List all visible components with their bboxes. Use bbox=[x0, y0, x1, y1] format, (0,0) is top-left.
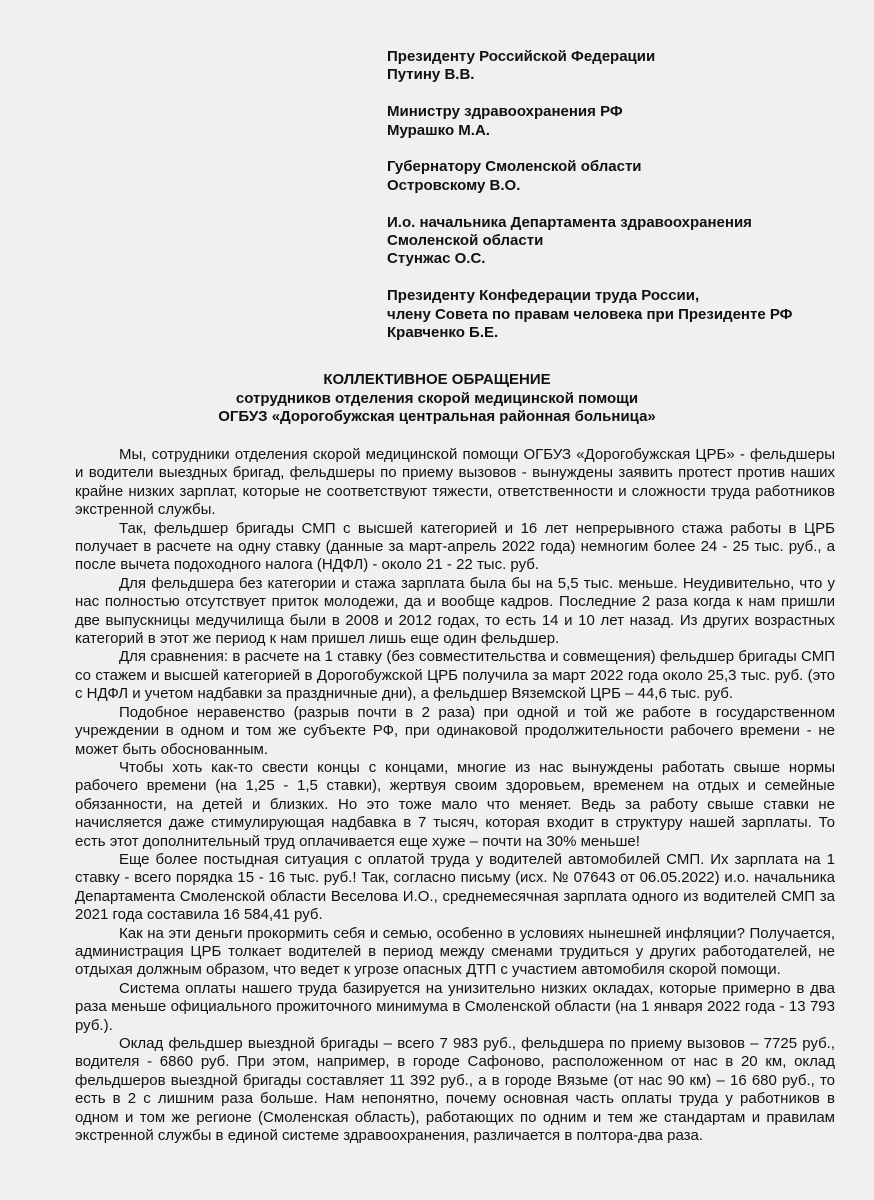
letter-body bbox=[75, 446, 835, 1145]
addressee-line: Министру здравоохранения РФ bbox=[387, 103, 623, 121]
addressee-line: Президенту Конфедерации труда России, bbox=[387, 287, 700, 305]
document-title bbox=[0, 371, 874, 427]
addressee-line: Путину В.В. bbox=[387, 66, 475, 84]
addressee-line: Мурашко М.А. bbox=[387, 121, 490, 139]
body-paragraph: Для сравнения: в расчете на 1 ставку (без совместительства и совмещения) фельдшер бригады СМП со стажем и высшей категорией в Дорогобужской ЦРБ получила за март 2022 года около 25,3 тыс. руб. (это с НДФЛ и учетом надбавки за праздничные дни), а фельдшер Вяземской ЦРБ – 44,6 тыс. руб. bbox=[75, 648, 835, 703]
addressee-line: Стунжас О.С. bbox=[387, 250, 486, 268]
title-subheading: сотрудников отделения скорой медицинской помощи bbox=[235, 389, 639, 407]
addressee-line: Президенту Российской Федерации bbox=[387, 48, 656, 65]
body-paragraph: Мы, сотрудники отделения скорой медицинской помощи ОГБУЗ «Дорогобужская ЦРБ» - фельдшеры и водители выездных бригад, фельдшеры по приему вызовов - вынуждены заявить протест против наших крайне низких зарплат, которые не соответствуют тяжести, ответственности и сложности труда работников экстренной службы. bbox=[75, 446, 835, 519]
body-paragraph: Как на эти деньги прокормить себя и семью, особенно в условиях нынешней инфляции? Получается, администрация ЦРБ толкает водителей в период между сменами трудиться у других работодателей, не отдыхая должным образом, что ведет к угрозе опасных ДТП с участием автомобиля скорой помощи. bbox=[75, 924, 835, 979]
addressee-line: Смоленской области bbox=[387, 232, 544, 250]
addressee-line: Кравченко Б.Е. bbox=[387, 324, 499, 342]
addressee-president bbox=[387, 48, 857, 85]
addressee-line: Губернатору Смоленской области bbox=[387, 158, 642, 176]
addressee-labor-confederation bbox=[387, 287, 857, 342]
body-paragraph: Оклад фельдшер выездной бригады – всего 7 983 руб., фельдшера по приему вызовов – 7725 руб., водителя - 6860 руб. При этом, например, в городе Сафоново, расположенном от нас в 20 км, оклад фельдшеров выездной бригады составляет 11 392 руб., а в городе Вязьме (от нас 90 км) – 16 680 руб., то есть в 2 с лишним раза больше. Нам непонятно, почему основная часть оплаты труда у работников в одном и том же регионе (Смоленская область), работающих по одним и тем же стандартам и правилам экстренной службы в единой системе здравоохранения, различается в полтора-два раза. bbox=[75, 1035, 835, 1145]
addressee-health-minister bbox=[387, 103, 857, 140]
body-paragraph: Подобное неравенство (разрыв почти в 2 раза) при одной и той же работе в государственном учреждении в одном и том же субъекте РФ, при одинаковой продолжительности рабочего времени - не может быть обоснованным. bbox=[75, 703, 835, 758]
body-paragraph: Чтобы хоть как-то свести концы с концами, многие из нас вынуждены работать свыше нормы рабочего времени (на 1,25 - 1,5 ставки), жертвуя своим здоровьем, временем на отдых и семейные обязанности, на детей и близких. Но это тоже мало что меняет. Ведь за работу свыше ставки не начисляется даже стимулирующая надбавка в 7 тысяч, которая входит в структуру нашей зарплаты. То есть этот дополнительный труд оплачивается еще хуже – почти на 30% меньше! bbox=[75, 758, 835, 850]
addressee-line: И.о. начальника Департамента здравоохранения bbox=[387, 213, 752, 231]
addressee-line: члену Совета по правам человека при Президенте РФ bbox=[387, 305, 793, 323]
title-organization: ОГБУЗ «Дорогобужская центральная районная больница» bbox=[218, 408, 656, 425]
addressee-governor bbox=[387, 158, 857, 195]
addressee-block bbox=[387, 48, 857, 361]
body-paragraph: Система оплаты нашего труда базируется на унизительно низких окладах, которые примерно в два раза меньше официального прожиточного минимума в Смоленской области (на 1 января 2022 года - 13 793 руб.). bbox=[75, 979, 835, 1034]
body-paragraph: Еще более постыдная ситуация с оплатой труда у водителей автомобилей СМП. Их зарплата на 1 ставку - всего порядка 15 - 16 тыс. руб.! Так, согласно письму (исх. № 07643 от 06.05.2022) и.о. начальника Департамента Смоленской области Веселова И.О., среднемесячная зарплата одного из водителей СМП за 2021 года составила 16 584,41 руб. bbox=[75, 850, 835, 924]
title-heading: КОЛЛЕКТИВНОЕ ОБРАЩЕНИЕ bbox=[323, 371, 551, 388]
addressee-line: Островскому В.О. bbox=[387, 176, 521, 194]
body-paragraph: Для фельдшера без категории и стажа зарплата была бы на 5,5 тыс. меньше. Неудивительно, что у нас полностью отсутствует приток молодежи, да и вообще кадров. Последние 2 раза когда к нам пришли две выпускницы медучилища были в 2008 и 2012 годах, то есть 14 и 10 лет назад. Из других возрастных категорий в этот же период к нам пришел лишь еще один фельдшер. bbox=[75, 574, 835, 648]
body-paragraph: Так, фельдшер бригады СМП с высшей категорией и 16 лет непрерывного стажа работы в ЦРБ получает в расчете на одну ставку (данные за март-апрель 2022 года) немногим более 24 - 25 тыс. руб., а после вычета подоходного налога (НДФЛ) - около 21 - 22 тыс. руб. bbox=[75, 519, 835, 574]
addressee-health-department-head bbox=[387, 214, 857, 269]
